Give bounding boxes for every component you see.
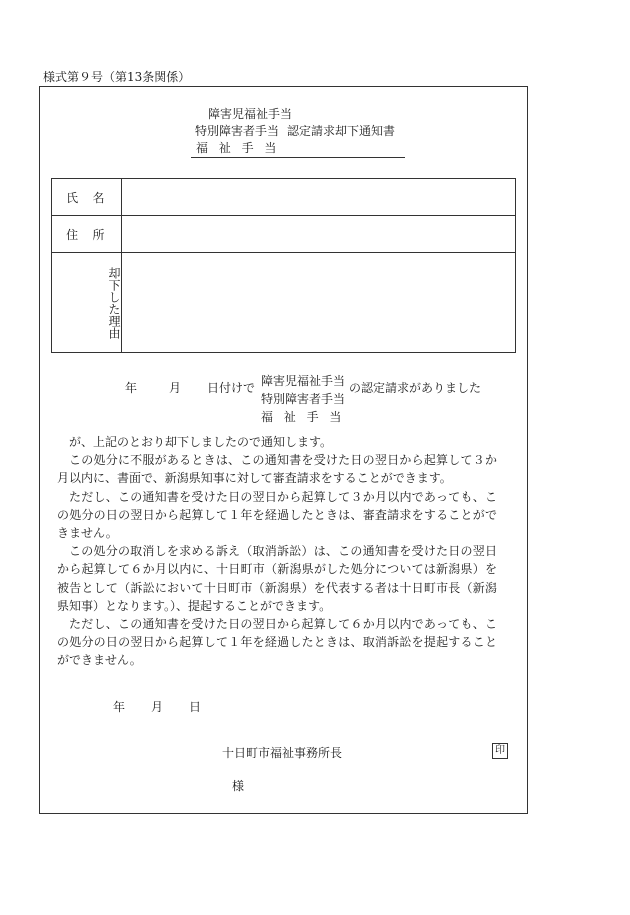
reason-label-text: 却下した理由 — [107, 266, 121, 339]
address-row — [52, 216, 516, 253]
document-title — [191, 106, 405, 158]
name-row — [52, 179, 516, 216]
title-allowance-1: 障害児福祉手当 — [208, 107, 293, 121]
body-intro: が、上記のとおり却下しましたので通知します。 — [69, 435, 333, 449]
title-allowance-2 — [191, 123, 405, 140]
issuer-name: 十日町市福祉事務所長 — [222, 746, 343, 760]
reason-row — [52, 253, 516, 353]
issue-year: 年 — [113, 700, 126, 714]
body-appeal-limit: ただし、この通知書を受けた日の翌日から起算して３か月以内であっても、この処分の日の翌日から起算して１年を経過したときは、審査請求をすることができません。 — [57, 489, 497, 541]
application-year: 年 — [125, 381, 138, 395]
allowance-3: 福祉手当 — [261, 410, 353, 424]
seal-mark: 印 — [492, 743, 508, 759]
issue-day: 日 — [189, 700, 202, 714]
recipient-suffix: 様 — [232, 779, 245, 793]
body-lawsuit-limit: ただし、この通知書を受けた日の翌日から起算して６か月以内であっても、この処分の日の翌日から起算して１年を経過したときは、取消訴訟を提起することができません。 — [57, 617, 497, 668]
application-month: 月 — [169, 381, 182, 395]
name-field[interactable] — [122, 179, 516, 216]
notice-body — [57, 433, 497, 670]
allowance-stack — [261, 372, 352, 426]
title-suffix: 認定請求却下通知書 — [287, 124, 396, 138]
reason-label — [52, 253, 122, 353]
address-field[interactable] — [122, 216, 516, 253]
body-lawsuit: この処分の取消しを求める訴え（取消訴訟）は、この通知書を受けた日の翌日から起算して６か月以内に、十日町市（新潟県がした処分については新潟県）を被告として（訴訟において十日町市（新潟県）を代表する者は十日町市長（新潟県知事）となります。）、提起することができます。 — [57, 544, 497, 613]
application-date — [125, 379, 255, 396]
name-label: 氏名 — [52, 179, 122, 216]
title-allowance-3: 福祉手当 — [191, 140, 405, 158]
reason-field[interactable] — [122, 253, 516, 353]
allowance-2: 特別障害者手当 — [261, 392, 346, 406]
allowance-1: 障害児福祉手当 — [261, 374, 346, 388]
body-appeal: この処分に不服があるときは、この通知書を受けた日の翌日から起算して３か月以内に、書面で、新潟県知事に対して審査請求をすることができます。 — [57, 453, 497, 486]
issue-date — [113, 698, 201, 715]
application-tail: の認定請求がありました — [349, 381, 482, 395]
application-day-suffix: 日付けで — [207, 381, 256, 395]
form-number-label: 様式第９号（第13条関係） — [43, 70, 191, 84]
address-label: 住所 — [52, 216, 122, 253]
title-allowance-2-text: 特別障害者手当 — [195, 124, 280, 138]
applicant-table — [51, 178, 516, 353]
issue-month: 月 — [151, 700, 164, 714]
